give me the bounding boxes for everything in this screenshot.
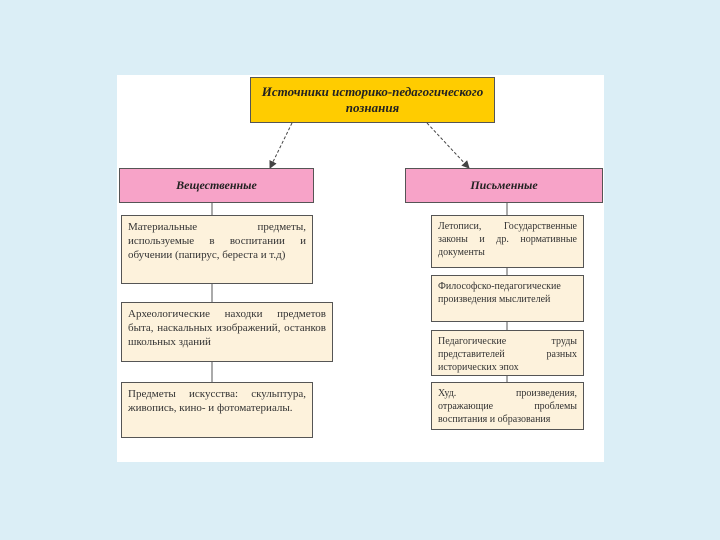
category-right: [405, 168, 603, 203]
right-item-1-text: Летописи, Государственные законы и др. нормативные документы: [438, 221, 577, 258]
right-item-3-text: Педагогические труды представителей разных исторических эпох: [438, 336, 577, 373]
left-item-2: [121, 302, 333, 362]
right-item-4: [431, 382, 584, 430]
title-text: Источники историко-педагогического познания: [261, 84, 484, 115]
left-item-1: [121, 215, 313, 284]
right-item-4-text: Худ. произведения, отражающие проблемы воспитания и образования: [438, 388, 577, 425]
right-item-1: [431, 215, 584, 268]
category-left: [119, 168, 314, 203]
left-item-3: [121, 382, 313, 438]
right-item-3: [431, 330, 584, 376]
title-box: [250, 77, 495, 123]
left-item-2-text: Археологические находки предметов быта, наскальных изображений, останков школьных зданий: [128, 308, 326, 348]
arrow-to-left-category: [270, 123, 292, 168]
slide: [117, 75, 604, 462]
arrow-to-right-category: [427, 123, 469, 168]
left-item-1-text: Материальные предметы, используемые в воспитании и обучении (папирус, береста и т.д): [128, 221, 306, 261]
right-item-2-text: Философско-педагогические произведения мыслителей: [438, 281, 561, 305]
category-left-label: Вещественные: [176, 178, 257, 192]
category-right-label: Письменные: [470, 178, 538, 192]
right-item-2: [431, 275, 584, 322]
left-item-3-text: Предметы искусства: скульптура, живопись, кино- и фотоматериалы.: [128, 388, 306, 414]
